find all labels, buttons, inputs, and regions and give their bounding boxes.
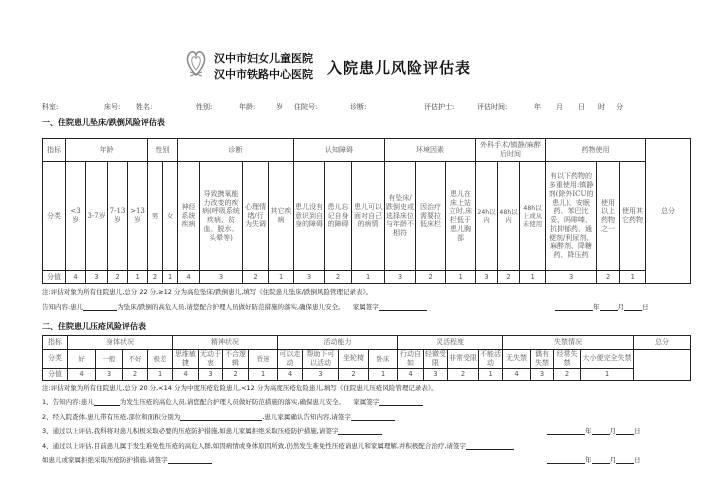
month-blank[interactable] [592,428,610,435]
info-label: 评估护士: [424,103,455,111]
section1-date: 年 月 日 [555,302,649,311]
line3-date: 年 月 日 [547,426,641,435]
category-cell: 心理情绪/行为失调 [243,162,269,271]
location-area-blank[interactable] [180,414,262,421]
category-cell: 好 [68,350,96,369]
category-cell: 导致携氧能力改变的疾病(呼吸系统疾病、贫血、脱水、头晕等) [200,162,243,271]
hospital-name-2: 汉中市铁路中心医院 [214,68,313,81]
score-cell: 3 [96,368,123,380]
score-cell: 2 [123,368,148,380]
score-cell: 1 [352,271,385,284]
group-header: 精神状况 [173,336,278,350]
score-cell: 3 [294,271,325,284]
signature-blank[interactable] [168,457,212,464]
score-cell: 2 [448,368,479,380]
info-label: 月 [556,103,563,111]
score-cell: 4 [178,271,200,284]
score-cell: 1 [620,271,646,284]
info-label: 分 [616,103,623,111]
info-label: 姓名: [136,103,153,111]
day-blank[interactable] [616,428,634,435]
score-cell: 1 [128,271,148,284]
category-cell: 不能活动 [480,350,501,367]
section2-title: 二、住院患儿压疮风险评估表 [42,322,146,331]
info-label: 年 [534,103,541,111]
category-label: 分类 [43,162,66,271]
category-label: 分类 [43,350,68,369]
score-cell: 2 [243,271,269,284]
score-cell: 1 [163,271,178,284]
total-score-cell[interactable] [634,350,691,381]
group-header: 年龄 [66,139,148,162]
category-cell: 神经系统疾病 [178,162,200,271]
info-label: 日 [578,103,585,111]
category-cell: 使用以上药物之一 [597,162,620,271]
year-blank[interactable] [555,304,593,311]
section2-line1: 1、告知内容:患儿 为发生压疮的高危人员,请您配合护理人员做好防范措施的落实,确保患儿安全。 家属签字 [42,397,423,406]
year-blank[interactable] [547,428,585,435]
category-cell: 7-13岁 [108,162,128,271]
total-header: 总分 [646,139,691,284]
category-cell: 患儿可以面对自己的病情 [352,162,385,271]
hospital-logo [185,48,207,78]
category-cell: 极差 [148,350,173,369]
category-cell: 24h以内 [476,162,498,271]
month-blank[interactable] [600,304,618,311]
family-signature-blank[interactable] [379,399,423,406]
category-cell: 患儿在床上站立时,床栏低于患儿胸部 [446,162,476,271]
category-cell: 有坠床/跌倒史或选择床位与年龄不相符 [385,162,416,271]
group-header: 认知障碍 [294,139,385,162]
section1-title: 一、住院患儿坠床/跌倒风险评估表 [42,118,165,127]
category-cell: 患儿没有意识到自身的障碍 [294,162,325,271]
signature-blank[interactable] [351,414,395,421]
category-cell: 一般 [96,350,123,369]
category-cell: <3岁 [66,162,86,271]
category-cell: 使用其它药物 [620,162,646,271]
category-cell: 轻微受限 [425,350,446,367]
signature-blank[interactable] [338,428,382,435]
line5-date: 年 月 日 [547,455,641,464]
group-header: 环境因素 [385,139,476,162]
score-cell: 2 [416,271,446,284]
patient-name-blank[interactable] [94,399,120,406]
category-cell: 大小便完全失禁 [581,350,634,369]
category-cell: 行动自如 [398,350,424,369]
category-cell: 经常失禁 [554,350,581,369]
group-header: 活动能力 [278,336,398,350]
score-cell: 2 [339,368,369,380]
fall-risk-table [42,138,691,284]
category-cell: 男 [148,162,163,271]
category-cell: 可以走动 [279,350,301,367]
hospital-name-1: 汉中市妇女儿童医院 [214,52,313,65]
info-label: 岁 [276,103,283,111]
score-cell: 1 [269,271,294,284]
signature-blank[interactable] [466,443,514,450]
score-cell: 4 [66,271,86,284]
score-cell: 3 [86,271,108,284]
section2-line4: 4、通过以上评估,目前患儿属于发生难免性压疮的高危人群,如因病情或身体原因所致,仍然发生难免性压疮请患儿和家属理解,并积极配合治疗,请签字 [42,441,514,450]
score-cell: 1 [479,368,503,380]
category-cell: 偶有失禁 [531,350,554,369]
group-header: 灵活程度 [398,336,503,350]
score-cell: 2 [108,271,128,284]
section1-notice: 告知内容:患儿 为坠床/跌倒的高危人员,请您配合护理人员做好防范措施的落实,确保患儿安全。 家属签字 [42,302,427,311]
year-blank[interactable] [547,457,585,464]
score-cell: 4 [68,368,96,380]
score-cell: 2 [554,368,581,380]
score-cell: 3 [546,271,597,284]
score-cell: 4 [173,368,199,380]
score-cell: 1 [249,368,278,380]
score-cell: 2 [597,271,620,284]
section2-line2: 2、经入院查体,患儿带有压疮,部位和面积分别为 ,患儿家属确认告知内容,请签字 [42,412,395,421]
section2-line3: 3、通过以上评估,我科将对患儿积极采取必要的压疮防护措施,如患儿家属拒绝采取压疮防护措施,请签字 [42,426,382,435]
category-cell: 卧床 [369,350,398,369]
score-label: 分值 [43,271,66,284]
score-cell: 3 [199,368,223,380]
category-cell: 因治疗需要拉低床栏 [416,162,446,271]
group-header: 药物使用 [546,139,646,162]
info-label: 住院号: [294,103,318,111]
page-title: 入院患儿风险评估表 [327,59,472,77]
category-cell: 有以下药物的多重使用:镇静剂(除外ICU的患儿)、安眠药、苯巴比妥、吗啡嗪、抗抑郁药、通便剂/利尿剂、麻醉剂、降糖药、降压药 [546,162,597,271]
category-cell: 女 [163,162,178,271]
section2-note: 注:评估对象为所有住院患儿,总分 20 分,<14 分为中度压疮危险患儿,<12 分为高度压疮危险患儿,填写《住院患儿压疮风险管理记录表》。 [42,384,438,392]
info-label: 诊断: [350,103,367,111]
family-signature-blank[interactable] [379,304,427,311]
category-cell: 非常受限 [448,350,479,369]
day-blank[interactable] [616,457,634,464]
section1-note: 注:评估对象为所有住院患儿,总分 22 分,≥12 分为高危坠床/跌倒患儿,填写《住院患儿坠床/跌倒风险管理记录表》。 [42,288,373,296]
score-cell: 4 [398,368,424,380]
category-cell: 3-7岁 [86,162,108,271]
pressure-sore-table [42,335,691,381]
score-cell: 3 [200,271,243,284]
score-cell: 1 [148,368,173,380]
score-cell: 1 [446,271,476,284]
score-cell: 3 [303,368,339,380]
score-cell: 3 [385,271,416,284]
category-cell: 思维敏捷 [173,350,199,369]
score-cell: 2 [148,271,163,284]
category-cell: 48h以上或从未使用 [520,162,546,271]
group-header: 外科手术/镇静/麻醉后时间 [476,139,546,162]
total-header: 总分 [634,336,691,350]
group-header: 诊断 [178,139,294,162]
indicator-header: 指标 [43,139,66,162]
category-cell: >13岁 [128,162,148,271]
section2-line5: 如患儿或家属拒绝采取压疮防护措施,请签字 [42,455,212,464]
category-cell: 患儿忘记自身的障碍 [325,162,352,271]
info-label: 床号: [104,103,121,111]
category-cell: 不好 [123,350,148,369]
category-cell: 昏迷 [249,350,278,369]
group-header: 失禁情况 [503,336,634,350]
category-cell: 无动于衷 [200,350,221,367]
info-label: 科室: [42,103,59,111]
score-cell: 3 [531,368,554,380]
info-label: 评估时间: [477,103,508,111]
info-label: 年龄: [239,103,256,111]
score-label: 分值 [43,368,68,380]
category-cell: 不合逻辑 [223,350,249,369]
info-label: 时 [598,103,605,111]
category-cell: 其它疾病 [269,162,294,271]
category-cell: 48h以内 [498,162,520,271]
score-cell: 1 [581,368,634,380]
score-cell: 4 [503,368,531,380]
group-header: 性别 [148,139,178,162]
score-cell: 1 [369,368,398,380]
score-cell: 4 [278,368,303,380]
score-cell: 2 [498,271,520,284]
month-blank[interactable] [592,457,610,464]
category-cell: 帮助下可以活动 [303,350,339,369]
category-cell: 无失禁 [503,350,531,369]
group-header: 身体状况 [68,336,173,350]
day-blank[interactable] [624,304,642,311]
patient-name-blank[interactable] [83,304,117,311]
score-cell: 2 [325,271,352,284]
score-cell: 3 [424,368,448,380]
indicator-header: 指标 [43,336,68,350]
score-cell: 2 [223,368,249,380]
score-cell: 3 [476,271,498,284]
category-cell: 坐轮椅 [339,350,369,369]
info-label: 性别: [196,103,213,111]
score-cell: 1 [520,271,546,284]
